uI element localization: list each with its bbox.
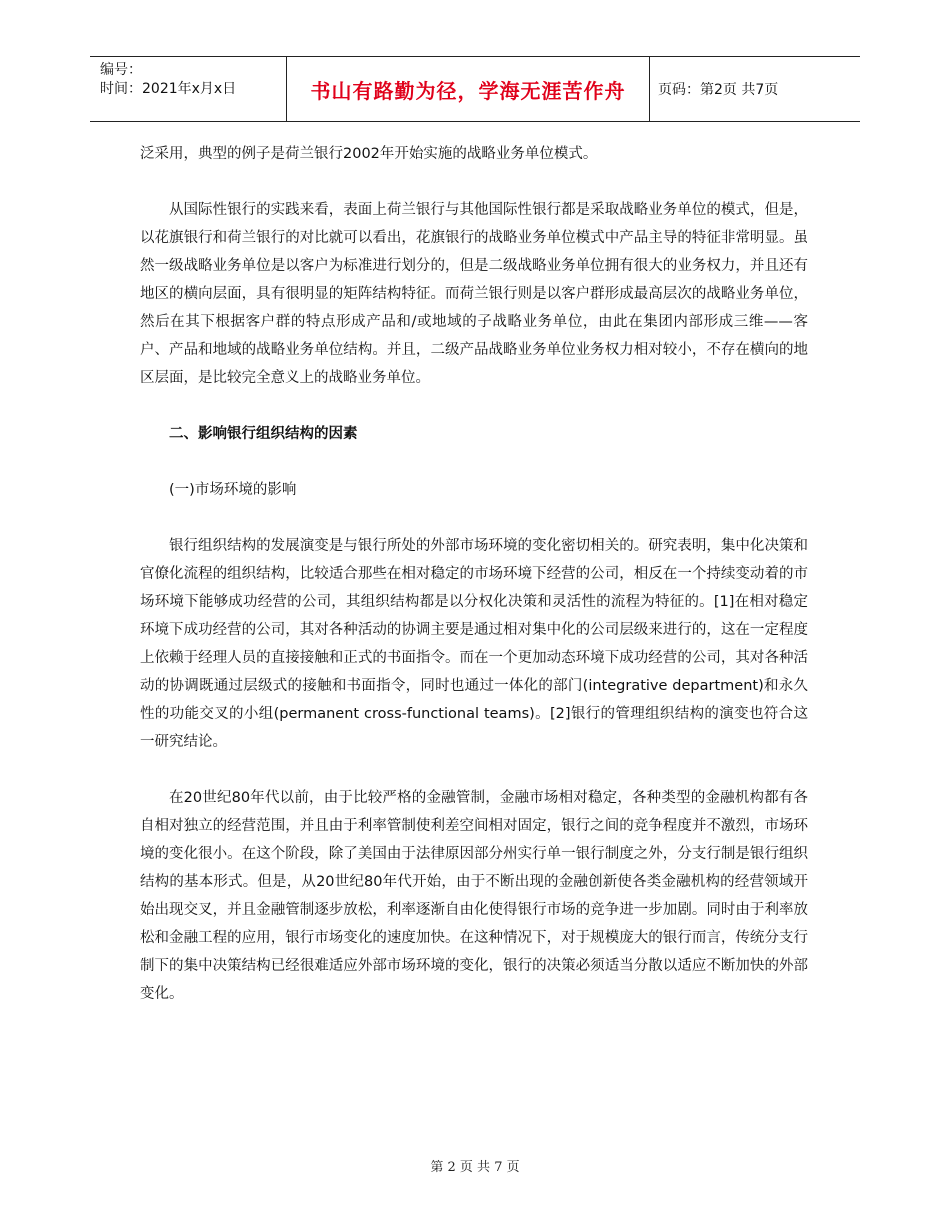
section-heading: 二、影响银行组织结构的因素: [169, 426, 358, 442]
header-meta: [90, 57, 286, 121]
page-footer: 第 2 页 共 7 页: [430, 1160, 520, 1175]
paragraph-1980s: 在20世纪80年代以前，由于比较严格的金融管制，金融市场相对稳定，各种类型的金融机构都有各自相对独立的经营范围，并且由于利率管制使利差空间相对固定，银行之间的竞争程度并不激烈，市场环境的变化很小。在这个阶段，除了美国由于法律原因部分州实行单一银行制度之外，分支行制是银行组织结构的基本形式。但是，从20世纪80年代开始，由于不断出现的金融创新使各类金融机构的经营领域开始出现交叉，并且金融管制逐步放松，利率逐渐自由化使得银行市场的竞争进一步加剧。同时由于利率放松和金融工程的应用，银行市场变化的速度加快。在这种情况下，对于规模庞大的银行而言，传统分支行制下的集中决策结构已经很难适应外部市场环境的变化，银行的决策必须适当分散以适应不断加快的外部变化。: [140, 790, 808, 1002]
time-label: 时间：2021年x月x日: [100, 81, 237, 97]
subsection-heading: (一)市场环境的影响: [169, 482, 297, 498]
header-page-info: 页码：第2页 共7页: [658, 82, 779, 98]
serial-label: 编号：: [100, 62, 142, 78]
paragraph-continuation: 泛采用，典型的例子是荷兰银行2002年开始实施的战略业务单位模式。: [140, 146, 598, 162]
header-motto: 书山有路勤为径，学海无涯苦作舟: [286, 57, 650, 121]
paragraph-market-environment: 银行组织结构的发展演变是与银行所处的外部市场环境的变化密切相关的。研究表明，集中化决策和官僚化流程的组织结构，比较适合那些在相对稳定的市场环境下经营的公司，相反在一个持续变动着的市场环境下能够成功经营的公司，其组织结构都是以分权化决策和灵活性的流程为特征的。[1]在相对稳定环境下成功经营的公司，其对各种活动的协调主要是通过相对集中化的公司层级来进行的，这在一定程度上依赖于经理人员的直接接触和正式的书面指令。而在一个更加动态环境下成功经营的公司，其对各种活动的协调既通过层级式的接触和书面指令，同时也通过一体化的部门(integrative department)和永久性的功能交叉的小组(permanent cross-functional teams)。[2]银行的管理组织结构的演变也符合这一研究结论。: [140, 538, 808, 750]
page-header: [90, 56, 860, 122]
paragraph-international-banks: 从国际性银行的实践来看，表面上荷兰银行与其他国际性银行都是采取战略业务单位的模式，但是，以花旗银行和荷兰银行的对比就可以看出，花旗银行的战略业务单位模式中产品主导的特征非常明显。虽然一级战略业务单位是以客户为标准进行划分的，但是二级战略业务单位拥有很大的业务权力，并且还有地区的横向层面，具有很明显的矩阵结构特征。而荷兰银行则是以客户群形成最高层次的战略业务单位，然后在其下根据客户群的特点形成产品和/或地域的子战略业务单位，由此在集团内部形成三维——客户、产品和地域的战略业务单位结构。并且，二级产品战略业务单位业务权力相对较小，不存在横向的地区层面，是比较完全意义上的战略业务单位。: [140, 202, 808, 386]
document-body: [140, 140, 808, 1008]
